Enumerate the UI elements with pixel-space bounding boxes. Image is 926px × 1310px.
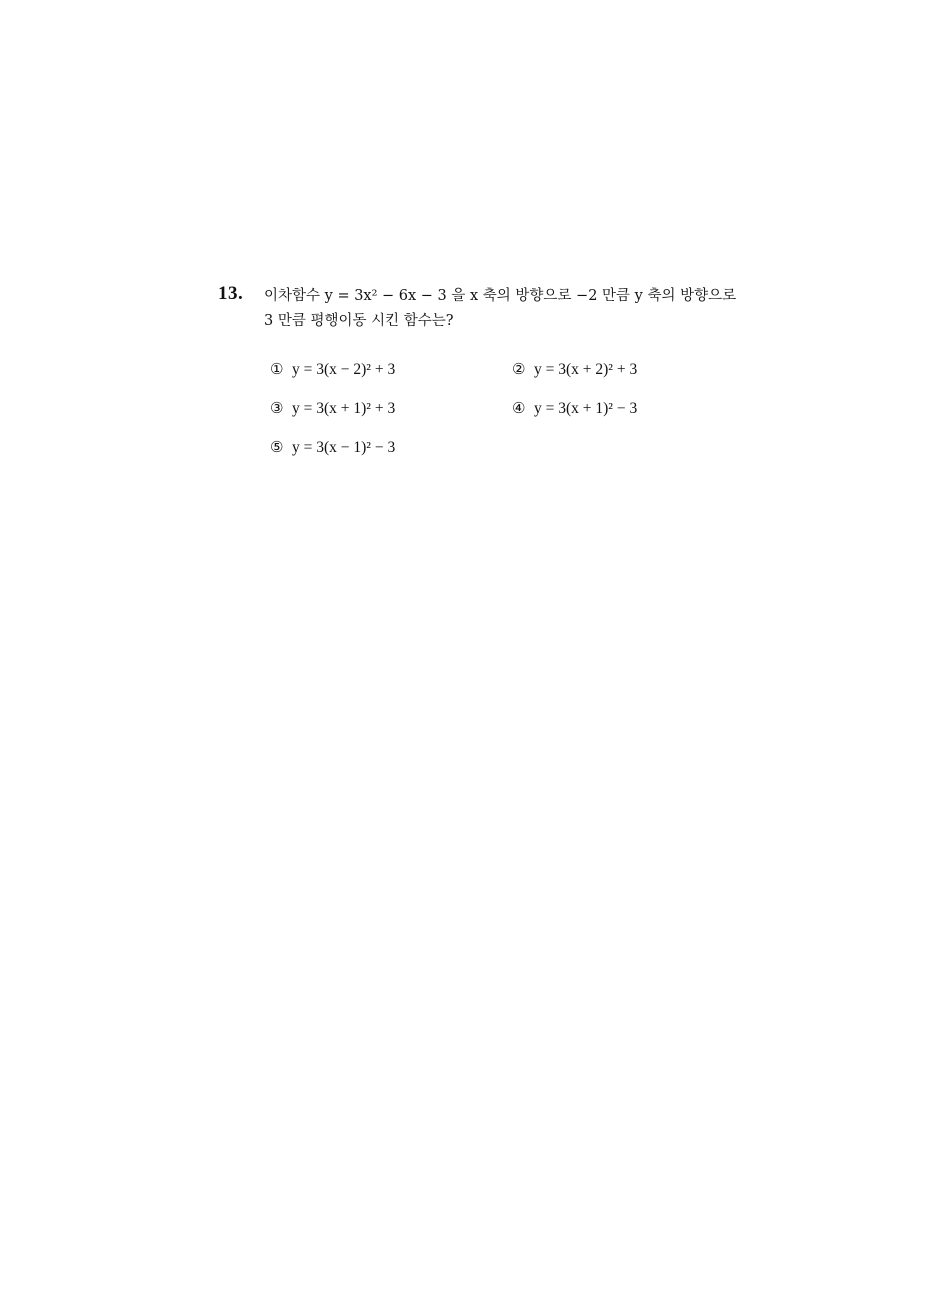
choice-4-formula: y = 3(x + 1)² − 3: [534, 400, 638, 417]
question-text: [264, 284, 764, 334]
choice-3-formula: y = 3(x + 1)² + 3: [292, 400, 396, 417]
choice-2-formula: y = 3(x + 2)² + 3: [534, 361, 638, 378]
choice-5-formula: y = 3(x − 1)² − 3: [292, 439, 396, 456]
question-number: 13.: [218, 283, 244, 304]
question-text-line-2: 3 만큼 평행이동 시킨 함수는?: [264, 313, 454, 329]
choice-2-marker: ②: [512, 360, 526, 378]
answer-choice-3[interactable]: [270, 399, 395, 418]
choice-4-marker: ④: [512, 399, 526, 417]
answer-choice-2[interactable]: [512, 360, 637, 379]
choice-1-formula: y = 3(x − 2)² + 3: [292, 361, 396, 378]
choice-1-marker: ①: [270, 360, 284, 378]
answer-choice-5[interactable]: [270, 438, 395, 457]
choice-5-marker: ⑤: [270, 438, 284, 456]
question-text-line-1: 이차함수 y = 3x² − 6x − 3 을 x 축의 방향으로 −2 만큼 y 축의 방향으로: [264, 288, 737, 304]
answer-choice-1[interactable]: [270, 360, 395, 379]
choice-3-marker: ③: [270, 399, 284, 417]
answer-choice-4[interactable]: [512, 399, 637, 418]
